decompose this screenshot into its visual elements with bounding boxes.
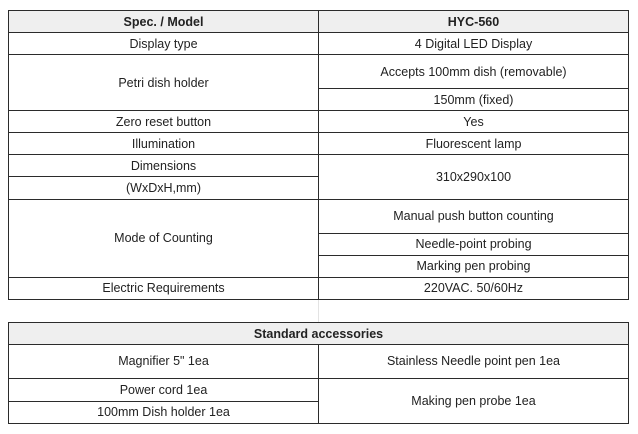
dimensions-value: 310x290x100 <box>319 155 629 199</box>
table-row <box>9 345 629 378</box>
illumination-label: Illumination <box>9 133 319 155</box>
divider <box>318 300 319 322</box>
table-row <box>9 378 629 401</box>
electric-value: 220VAC. 50/60Hz <box>319 277 629 299</box>
illumination-value: Fluorescent lamp <box>319 133 629 155</box>
accessories-header: Standard accessories <box>9 323 629 345</box>
table-row <box>9 111 629 133</box>
pen-probe-cell: Making pen probe 1ea <box>319 378 629 423</box>
zero-reset-label: Zero reset button <box>9 111 319 133</box>
petri-dish-holder-value-2: 150mm (fixed) <box>319 89 629 111</box>
mode-of-counting-value-1: Manual push button counting <box>319 199 629 233</box>
zero-reset-value: Yes <box>319 111 629 133</box>
electric-label: Electric Requirements <box>9 277 319 299</box>
spec-header-label: Spec. / Model <box>9 11 319 33</box>
table-row <box>9 277 629 299</box>
petri-dish-holder-label: Petri dish holder <box>9 55 319 111</box>
mode-of-counting-value-2: Needle-point probing <box>319 233 629 255</box>
model-header: HYC-560 <box>319 11 629 33</box>
table-row <box>9 199 629 233</box>
mode-of-counting-value-3: Marking pen probing <box>319 255 629 277</box>
display-type-value: 4 Digital LED Display <box>319 33 629 55</box>
accessories-table <box>8 322 629 424</box>
table-row <box>9 133 629 155</box>
spec-table <box>8 10 629 300</box>
mode-of-counting-label: Mode of Counting <box>9 199 319 277</box>
accessories-header-row <box>9 323 629 345</box>
power-cord-cell: Power cord 1ea <box>9 378 319 401</box>
magnifier-cell: Magnifier 5" 1ea <box>9 345 319 378</box>
table-row <box>9 33 629 55</box>
dimensions-label: Dimensions <box>9 155 319 177</box>
needle-pen-cell: Stainless Needle point pen 1ea <box>319 345 629 378</box>
display-type-label: Display type <box>9 33 319 55</box>
dish-holder-cell: 100mm Dish holder 1ea <box>9 401 319 423</box>
spec-header-row <box>9 11 629 33</box>
table-row <box>9 55 629 89</box>
dimensions-sublabel: (WxDxH,mm) <box>9 177 319 199</box>
petri-dish-holder-value-1: Accepts 100mm dish (removable) <box>319 55 629 89</box>
table-row <box>9 155 629 177</box>
